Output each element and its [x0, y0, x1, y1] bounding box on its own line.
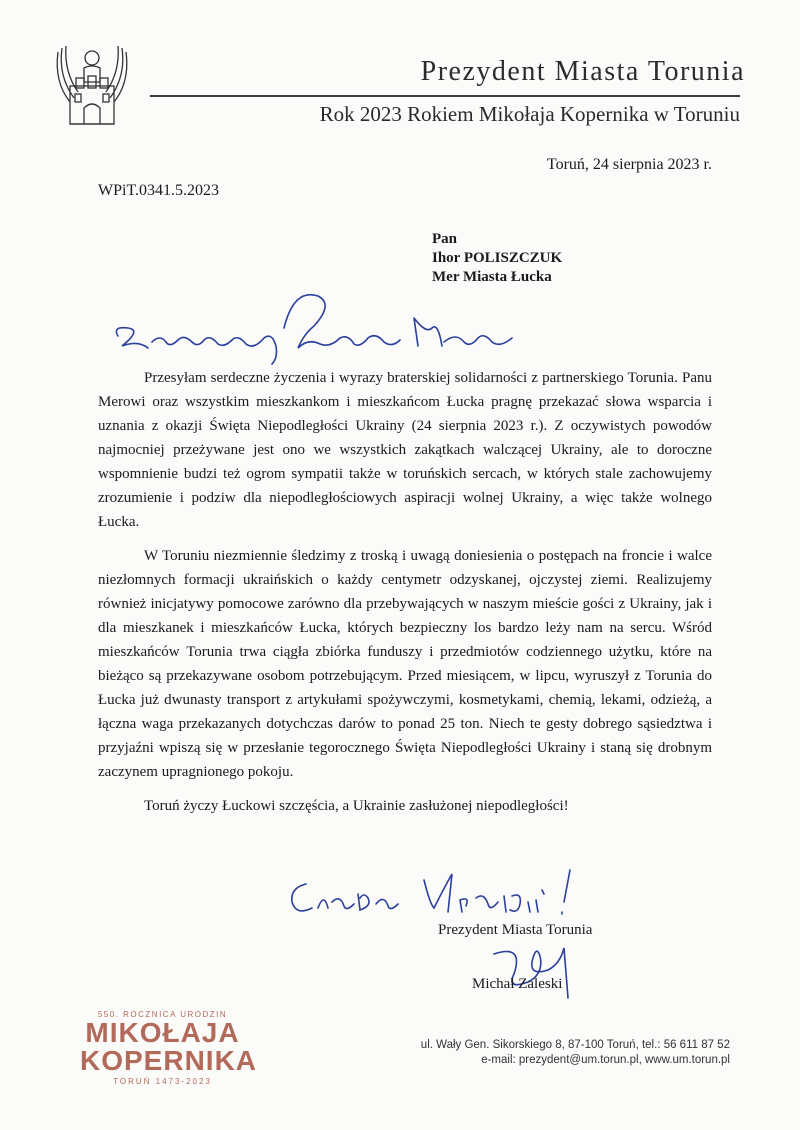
- addressee-block: [432, 230, 562, 287]
- letter-body: [98, 366, 712, 828]
- signature-image: [484, 934, 596, 1014]
- signatory-name: Michał Zaleski: [472, 976, 563, 992]
- coat-of-arms-icon: [50, 42, 134, 128]
- body-paragraph: Przesyłam serdeczne życzenia i wyrazy braterskiej solidarności z partnerskiego Torunia. Panu Merowi oraz wszystkim mieszkankom i mieszkańcom Łucka pragnę przekazać słowa wsparcia i uznania z okazji Święta Niepodległości Ukrainy (24 sierpnia 2023 r.). Z oczywistych powodów najmocniej przeżywane jest ono we wszystkich zakątkach walczącej Ukrainy, ale to doroczne wspomnienie budzi też ogrom sympatii także w toruńskich sercach, w których stale zachowujemy zrozumienie i podziw dla niepodległościowych aspiracji wolnej Ukrainy, a więc także wolnego Łucka.: [98, 370, 712, 530]
- logo-line-first-name: MIKOŁAJA: [85, 1017, 240, 1048]
- reference-number: WPiT.0341.5.2023: [98, 182, 220, 199]
- letterhead-subtitle: Rok 2023 Rokiem Mikołaja Kopernika w Toruniu: [319, 102, 740, 126]
- signatory-title: Prezydent Miasta Torunia: [438, 922, 593, 938]
- header-divider: [150, 95, 740, 97]
- addressee-name: Ihor POLISZCZUK: [432, 250, 563, 266]
- body-paragraph: Toruń życzy Łuckowi szczęścia, a Ukrainie zasłużonej niepodległości!: [144, 798, 569, 814]
- body-paragraph: W Toruniu niezmiennie śledzimy z troską i uwagą doniesienia o postępach na froncie i walce niezłomnych formacji ukraińskich o każdy centymetr odzyskanej, ojczystej ziemi. Realizujemy również inicjatywy pomocowe zarówno dla przebywających w naszym mieście gości z Ukrainy, jak i dla mieszkanek i mieszkańców Łucka, których bezpieczny los bardzo leży nam na sercu. Wśród mieszkańców Torunia trwa ciągła zbiórka funduszy i przedmiotów codziennego użytku, które na bieżąco są przekazywane osobom potrzebującym. Przed miesiącem, w lipcu, wyruszył z Torunia do Łucka już dwunasty transport z artykułami spożywczymi, kosmetykami, chemią, lekami, odzieżą, a łączna waga przekazanych dotychczas darów to ponad 25 ton. Niech te gesty dobrego sąsiedztwa i przyjaźni wpiszą się w przesłanie tegorocznego Święta Niepodległości Ukrainy i staną się drobnym zaczynem upragnionego pokoju.: [98, 548, 712, 780]
- logo-line-years: TORUŃ 1473-2023: [113, 1077, 212, 1086]
- letter-date: Toruń, 24 sierpnia 2023 r.: [546, 156, 712, 173]
- letterhead-title: Prezydent Miasta Torunia: [420, 56, 745, 87]
- logo-line-surname: KOPERNIKA: [80, 1045, 258, 1076]
- copernicus-anniversary-logo: [80, 1010, 258, 1086]
- handwritten-closing: [284, 862, 634, 922]
- handwritten-salutation: [108, 288, 528, 368]
- footer-contact: [380, 1038, 730, 1068]
- addressee-position: Mer Miasta Łucka: [432, 269, 552, 285]
- logo-line-anniversary: 550. ROCZNICA URODZIN: [97, 1010, 228, 1019]
- footer-address: ul. Wały Gen. Sikorskiego 8, 87-100 Toruń, tel.: 56 611 87 52: [420, 1039, 730, 1051]
- footer-email-web: e-mail: prezydent@um.torun.pl, www.um.torun.pl: [481, 1054, 730, 1066]
- addressee-salutation: Pan: [432, 231, 458, 247]
